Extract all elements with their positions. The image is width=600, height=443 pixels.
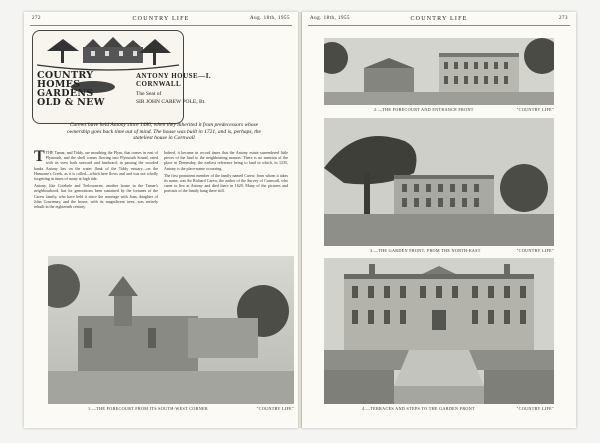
header-rule (30, 25, 292, 26)
left-page (24, 12, 298, 428)
masthead-series-title: COUNTRY HOMES GARDENS OLD & NEW (37, 70, 105, 108)
left-page-date: Aug. 18th, 1955 (250, 16, 290, 21)
drop-cap: T (34, 150, 45, 165)
left-page-number: 272 (32, 16, 41, 21)
figure-3-photo (324, 118, 554, 246)
figure-4-caption (324, 406, 554, 413)
figure-1-photo (48, 256, 294, 404)
body-column-right (164, 150, 288, 254)
right-page-header (302, 16, 576, 24)
article-owner: SIR JOHN CAREW POLE, Bt. (136, 99, 206, 105)
article-county: CORNWALL (136, 80, 182, 88)
caption-credit: "COUNTRY LIFE" (256, 406, 294, 411)
caption-credit: "COUNTRY LIFE" (516, 107, 554, 112)
left-page-header (24, 16, 298, 24)
body-column-left (34, 150, 158, 254)
body-paragraph: Antony, like Cotehele and Trelowarren, another house in the Tamar's neighbourhood, has for generations been sustained by the fortunes of the Carew family, who have held it since the marriage with Joan, daughter of John Courtenay, and the house, with its magnificent trees, was entirely rebuilt in the eighteenth century. (34, 183, 158, 210)
figure-1-caption (48, 406, 294, 413)
body-paragraph: THE Tamar, and Tiddy, are mouthing the Plym, that comes in east of Plymouth, and the shelf comes flowing into Plymouth Sound, rated with its view both seaward and landward; in passing the wooded banks Antony lies on the water flank of the Tiddy estuary—on the Hamoaze's Creek, as it is called—which here flows and and was not wholly forgetting in times of many at high tide. (34, 150, 158, 182)
figure-2-caption (324, 107, 554, 114)
right-magazine-title: COUNTRY LIFE (410, 16, 468, 22)
caption-label: 4.—TERRACES AND STEPS TO THE GARDEN FRONT (362, 406, 475, 411)
right-page-date: Aug. 18th, 1955 (310, 16, 350, 21)
right-page (302, 12, 576, 428)
article-seat-line: The Seat of (136, 91, 162, 97)
article-intro: Carews have held Antony since 1480, when they inherited it from predecessors whose ownership goes back time out of mind. The house was built in 1721, and is, perhaps, the stateliest house in Cornwall (67, 122, 261, 141)
figure-3-caption (324, 248, 554, 255)
right-page-number: 273 (559, 16, 568, 21)
caption-credit: "COUNTRY LIFE" (516, 248, 554, 253)
caption-credit: "COUNTRY LIFE" (516, 406, 554, 411)
figure-4-photo (324, 258, 554, 404)
caption-label: 1.—THE FORECOURT FROM ITS SOUTH-WEST CORNER (88, 406, 208, 411)
figure-2-photo (324, 38, 554, 105)
body-paragraph: The first prominent member of the family named Carew, from whom it takes its name, was Sir Richard Carew, the author of the Survey of Cornwall, who came to live at Antony and died there in 1620. Many of the pictures and portraits of the family hang there still. (164, 172, 288, 194)
body-paragraph: Indeed, it became in record times that the Antony estate surrendered little pieces of the land to the neighbouring manors. There is no mention of the place in Domesday, the earliest reference being to land in which, in 1235, Antony is the place-name occurring. (164, 150, 288, 171)
article-title: ANTONY HOUSE—I. CORNWALL (136, 72, 212, 88)
caption-label: 3.—THE GARDEN FRONT, FROM THE NORTH-EAST (370, 248, 481, 253)
header-rule (308, 25, 570, 26)
left-magazine-title: COUNTRY LIFE (132, 16, 190, 22)
caption-label: 2.—THE FORECOURT AND ENTRANCE FRONT (374, 107, 474, 112)
